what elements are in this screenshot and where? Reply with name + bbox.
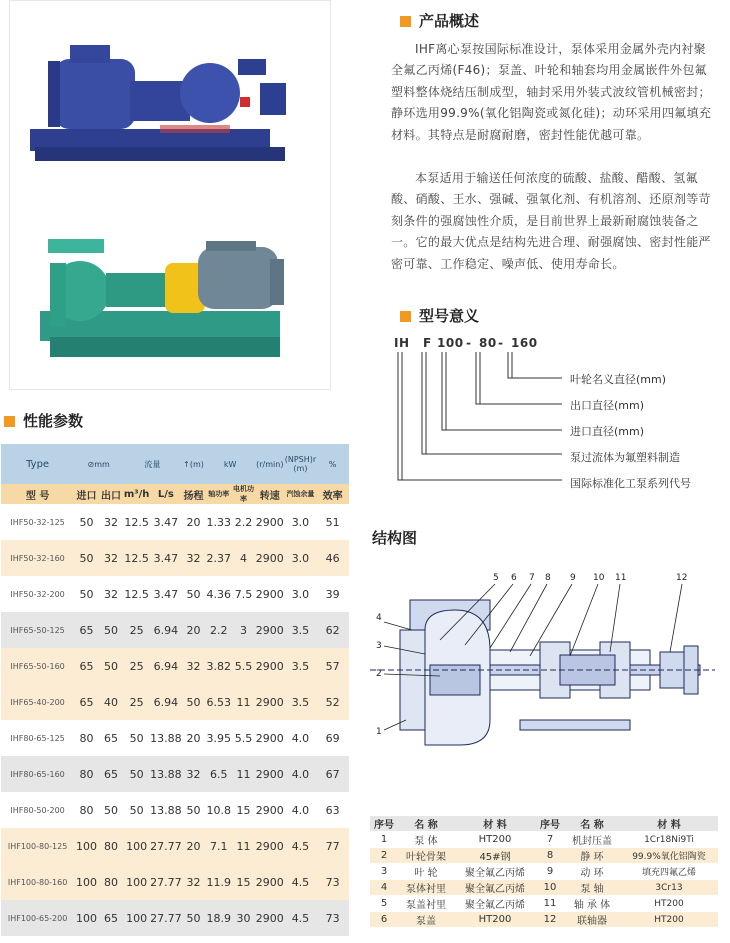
callout-1: 1 xyxy=(376,727,382,737)
parts-cell-no: 5 xyxy=(370,896,398,912)
cell-model: IHF65-50-125 xyxy=(1,612,74,648)
col-model: 型 号 xyxy=(1,484,74,504)
parts-cell-name: 叶 轮 xyxy=(398,864,454,880)
legend-outlet-diameter: 出口直径(mm) xyxy=(570,399,645,412)
cell-shaft-power: 7.1 xyxy=(205,828,232,864)
cell-flow-ls: 6.94 xyxy=(150,612,182,648)
cell-outlet: 65 xyxy=(99,756,123,792)
cell-efficiency: 77 xyxy=(316,828,349,864)
callout-7: 7 xyxy=(529,573,535,583)
parts-cell-no: 1 xyxy=(370,832,398,848)
cell-flow-m3h: 12.5 xyxy=(124,515,149,529)
flow-icon: 流量 xyxy=(123,444,181,484)
parts-col-no-2: 序号 xyxy=(536,816,564,832)
table-row xyxy=(1,504,349,540)
parts-cell-name: 泵体衬里 xyxy=(398,880,454,896)
blue-pump-image xyxy=(30,45,286,161)
parts-col-name: 名 称 xyxy=(398,816,454,832)
cell-motor-power: 11 xyxy=(232,828,255,864)
type-header: Type xyxy=(1,444,74,484)
performance-heading xyxy=(4,410,83,431)
head-icon: ↑(m) xyxy=(182,444,206,484)
cell-efficiency: 69 xyxy=(325,731,340,745)
section-marker-icon xyxy=(400,311,411,322)
cell-speed: 2900 xyxy=(255,648,285,684)
product-photo-panel xyxy=(9,0,331,390)
cell-outlet: 65 xyxy=(99,900,123,936)
col-speed: 转速 xyxy=(255,484,285,504)
col-shaft-power: 轴功率 xyxy=(205,484,232,504)
overview-paragraph-1: IHF离心泵按国际标准设计，泵体采用金属外壳内衬聚全氟乙丙烯(F46)；泵盖、叶轮和轴套均用金属嵌件外包氟塑料整体烧结压制成型，轴封采用外装式波纹管机械密封；静环选用99.9%(氧化铝陶瓷或氮化硅)；动环采用四氟填充材料。其特点是耐腐耐磨，密封性能优越可靠。 xyxy=(391,42,712,142)
cell-flow-m3h: 50 xyxy=(129,803,144,817)
cell-inlet: 80 xyxy=(79,731,94,745)
cell-shaft-power: 2.37 xyxy=(205,540,232,576)
callout-9: 9 xyxy=(570,573,576,583)
legend-inlet-diameter: 进口直径(mm) xyxy=(570,425,645,438)
callout-10: 10 xyxy=(593,573,605,583)
col-flow-m3h: m³/h xyxy=(123,484,150,504)
npsh-icon: (NPSH)r (m) xyxy=(285,444,316,484)
cell-outlet: 50 xyxy=(104,803,119,817)
cell-model: IHF50-32-125 xyxy=(10,517,65,527)
parts-cell-name-2: 联轴器 xyxy=(564,912,620,928)
model-meaning-heading xyxy=(400,305,479,326)
cell-flow-ls: 3.47 xyxy=(153,587,179,601)
parts-cell-name-2: 轴 承 体 xyxy=(564,896,620,912)
parts-row xyxy=(370,912,718,928)
parts-cell-name-2: 静 环 xyxy=(564,848,620,864)
parts-table-body xyxy=(370,832,718,928)
cell-efficiency: 52 xyxy=(316,684,349,720)
parts-cell-no: 4 xyxy=(370,880,398,896)
parts-cell-material-2: HT200 xyxy=(620,896,718,912)
cell-model: IHF50-32-160 xyxy=(1,540,74,576)
cell-head: 50 xyxy=(182,900,206,936)
callout-12: 12 xyxy=(676,573,688,583)
cell-npsh: 4.0 xyxy=(291,731,310,745)
parts-row xyxy=(370,864,718,880)
cell-motor-power: 15 xyxy=(232,864,255,900)
cell-speed: 2900 xyxy=(255,587,284,601)
cell-npsh: 3.5 xyxy=(285,648,316,684)
parts-table xyxy=(370,816,718,928)
cell-npsh: 3.5 xyxy=(285,612,316,648)
callout-2: 2 xyxy=(376,669,382,679)
cell-motor-power: 7.5 xyxy=(234,587,253,601)
model-meaning-lines xyxy=(390,350,590,490)
cell-flow-m3h: 25 xyxy=(123,648,150,684)
cell-outlet: 50 xyxy=(99,648,123,684)
cell-motor-power: 2.2 xyxy=(234,515,253,529)
cell-speed: 2900 xyxy=(255,612,285,648)
parts-cell-name-2: 机封压盖 xyxy=(564,832,620,848)
cell-inlet: 50 xyxy=(79,515,94,529)
cell-speed: 2900 xyxy=(255,515,284,529)
cell-efficiency: 39 xyxy=(325,587,340,601)
parts-cell-material: 45#钢 xyxy=(454,848,536,864)
cell-npsh: 4.0 xyxy=(285,756,316,792)
cell-flow-ls: 3.47 xyxy=(153,515,179,529)
table-row xyxy=(1,720,349,756)
model-code-ih: IH xyxy=(394,336,410,350)
cell-speed: 2900 xyxy=(255,756,285,792)
cell-speed: 2900 xyxy=(255,540,285,576)
parts-cell-material: HT200 xyxy=(454,832,536,848)
cell-speed: 2900 xyxy=(255,900,285,936)
cell-efficiency: 62 xyxy=(316,612,349,648)
parts-cell-material: 聚全氟乙丙烯 xyxy=(454,864,536,880)
table-row xyxy=(1,900,349,936)
pump-photos xyxy=(10,1,332,391)
callout-8: 8 xyxy=(545,573,551,583)
motor-icon: kW xyxy=(205,444,254,484)
col-head: 扬程 xyxy=(182,484,206,504)
parts-cell-material: 聚全氟乙丙烯 xyxy=(454,896,536,912)
table-row xyxy=(1,540,349,576)
col-flow-ls: L/s xyxy=(150,484,182,504)
parts-row xyxy=(370,880,718,896)
cell-motor-power: 3 xyxy=(232,612,255,648)
cell-model: IHF100-65-200 xyxy=(1,900,74,936)
cell-flow-ls: 27.77 xyxy=(150,828,182,864)
legend-fluoroplastic: 泵过流体为氟塑料制造 xyxy=(570,451,680,464)
cell-efficiency: 57 xyxy=(316,648,349,684)
parts-cell-no: 3 xyxy=(370,864,398,880)
cell-inlet: 100 xyxy=(74,828,99,864)
cell-head: 20 xyxy=(186,515,201,529)
table-header-row xyxy=(1,484,349,504)
cell-flow-ls: 6.94 xyxy=(150,684,182,720)
cell-flow-ls: 13.88 xyxy=(150,803,182,817)
speed-icon: (r/min) xyxy=(255,444,285,484)
cell-shaft-power: 1.33 xyxy=(206,515,232,529)
cell-head: 50 xyxy=(186,803,201,817)
model-code-dash-1: - xyxy=(466,336,472,350)
cell-inlet: 100 xyxy=(74,900,99,936)
cell-npsh: 4.5 xyxy=(285,900,316,936)
parts-cell-material-2: 99.9%氧化铝陶瓷 xyxy=(620,848,718,864)
model-code-outlet: 80 xyxy=(479,336,497,350)
cell-model: IHF100-80-160 xyxy=(1,864,74,900)
parts-cell-material-2: 填充四氟乙烯 xyxy=(620,864,718,880)
cell-model: IHF50-32-200 xyxy=(10,589,65,599)
cell-head: 32 xyxy=(182,756,206,792)
cell-flow-ls: 13.88 xyxy=(150,756,182,792)
overview-title: 产品概述 xyxy=(419,12,480,30)
cell-flow-m3h: 100 xyxy=(123,828,150,864)
cell-flow-m3h: 25 xyxy=(123,684,150,720)
cell-model: IHF80-50-200 xyxy=(10,805,65,815)
cell-npsh: 3.0 xyxy=(285,540,316,576)
parts-cell-name: 泵盖衬里 xyxy=(398,896,454,912)
cell-outlet: 80 xyxy=(99,828,123,864)
cell-flow-ls: 13.88 xyxy=(150,731,182,745)
cell-model: IHF65-40-200 xyxy=(1,684,74,720)
section-marker-icon xyxy=(400,16,411,27)
cell-outlet: 40 xyxy=(99,684,123,720)
cell-shaft-power: 3.82 xyxy=(205,648,232,684)
table-row xyxy=(1,864,349,900)
col-inlet: 进口 xyxy=(74,484,99,504)
cell-inlet: 65 xyxy=(74,684,99,720)
parts-cell-no-2: 12 xyxy=(536,912,564,928)
cell-npsh: 3.0 xyxy=(291,587,310,601)
table-row xyxy=(1,648,349,684)
legend-impeller-diameter: 叶轮名义直径(mm) xyxy=(570,373,667,386)
callout-5: 5 xyxy=(493,573,499,583)
table-row xyxy=(1,828,349,864)
cell-shaft-power: 10.8 xyxy=(206,803,232,817)
parts-cell-material-2: 1Cr18Ni9Ti xyxy=(620,832,718,848)
efficiency-icon: % xyxy=(316,444,349,484)
parts-cell-name: 叶轮骨架 xyxy=(398,848,454,864)
cell-motor-power: 15 xyxy=(236,803,251,817)
performance-table-body xyxy=(1,504,349,936)
cell-shaft-power: 6.5 xyxy=(205,756,232,792)
cell-shaft-power: 4.36 xyxy=(206,587,232,601)
parts-cell-no-2: 7 xyxy=(536,832,564,848)
cell-npsh: 3.0 xyxy=(291,515,310,529)
callout-6: 6 xyxy=(511,573,517,583)
cell-outlet: 32 xyxy=(99,540,123,576)
cell-head: 32 xyxy=(182,540,206,576)
cell-flow-ls: 6.94 xyxy=(150,648,182,684)
parts-cell-name-2: 动 环 xyxy=(564,864,620,880)
cell-flow-m3h: 100 xyxy=(123,900,150,936)
cell-motor-power: 30 xyxy=(232,900,255,936)
cell-inlet: 50 xyxy=(74,540,99,576)
cell-motor-power: 11 xyxy=(232,756,255,792)
cell-flow-ls: 27.77 xyxy=(150,864,182,900)
cell-flow-m3h: 12.5 xyxy=(124,587,149,601)
pump-cross-section xyxy=(370,600,715,745)
cell-speed: 2900 xyxy=(255,864,285,900)
parts-header-row xyxy=(370,816,718,832)
model-code-inlet: 100 xyxy=(437,336,464,350)
cell-motor-power: 11 xyxy=(232,684,255,720)
cell-motor-power: 5.5 xyxy=(234,731,253,745)
cell-inlet: 50 xyxy=(79,587,94,601)
table-row xyxy=(1,612,349,648)
overview-heading xyxy=(400,10,479,31)
parts-cell-name: 泵盖 xyxy=(398,912,454,928)
parts-cell-no-2: 11 xyxy=(536,896,564,912)
model-code-impeller: 160 xyxy=(511,336,538,350)
model-meaning-title: 型号意义 xyxy=(419,307,480,325)
parts-cell-name: 泵 体 xyxy=(398,832,454,848)
green-pump-image xyxy=(40,239,284,357)
table-row xyxy=(1,792,349,828)
parts-col-material-2: 材 料 xyxy=(620,816,718,832)
col-motor-power: 电机功率 xyxy=(233,485,255,503)
table-row xyxy=(1,684,349,720)
col-npsh: 汽蚀余量 xyxy=(285,484,316,504)
parts-cell-no-2: 10 xyxy=(536,880,564,896)
parts-cell-no-2: 9 xyxy=(536,864,564,880)
overview-paragraph-2: 本泵适用于输送任何浓度的硫酸、盐酸、醋酸、氢氟酸、硝酸、王水、强碱、强氧化剂、有机溶剂、还原剂等苛刻条件的强腐蚀性介质，是目前世界上最新耐腐蚀装备之一。它的最大优点是结构先进合理、耐强腐蚀、密封性能严密可靠、工作稳定、噪声低、使用寿命长。 xyxy=(391,171,711,271)
model-code-f: F xyxy=(423,336,432,350)
parts-cell-no-2: 8 xyxy=(536,848,564,864)
cell-flow-m3h: 100 xyxy=(123,864,150,900)
cell-flow-m3h: 12.5 xyxy=(123,540,150,576)
cell-speed: 2900 xyxy=(255,828,285,864)
cell-head: 50 xyxy=(182,684,206,720)
parts-col-name-2: 名 称 xyxy=(564,816,620,832)
cell-speed: 2900 xyxy=(255,803,284,817)
cell-flow-m3h: 50 xyxy=(123,756,150,792)
cell-outlet: 32 xyxy=(104,515,119,529)
parts-cell-no: 2 xyxy=(370,848,398,864)
cell-head: 20 xyxy=(182,828,206,864)
cell-shaft-power: 11.9 xyxy=(205,864,232,900)
cell-inlet: 80 xyxy=(79,803,94,817)
cell-npsh: 4.5 xyxy=(285,828,316,864)
cell-model: IHF100-80-125 xyxy=(1,828,74,864)
parts-cell-no: 6 xyxy=(370,912,398,928)
cell-speed: 2900 xyxy=(255,731,284,745)
callout-4: 4 xyxy=(376,613,382,623)
cell-head: 32 xyxy=(182,864,206,900)
cell-inlet: 80 xyxy=(74,756,99,792)
cell-efficiency: 67 xyxy=(316,756,349,792)
cell-head: 20 xyxy=(186,731,201,745)
cell-motor-power: 4 xyxy=(232,540,255,576)
parts-col-material: 材 料 xyxy=(454,816,536,832)
cell-outlet: 50 xyxy=(99,612,123,648)
col-outlet: 出口 xyxy=(99,484,123,504)
cell-efficiency: 46 xyxy=(316,540,349,576)
cell-efficiency: 73 xyxy=(316,864,349,900)
cell-inlet: 65 xyxy=(74,648,99,684)
parts-cell-material-2: 3Cr13 xyxy=(620,880,718,896)
cell-outlet: 80 xyxy=(99,864,123,900)
cell-npsh: 3.5 xyxy=(285,684,316,720)
cell-outlet: 65 xyxy=(104,731,119,745)
cell-flow-m3h: 50 xyxy=(129,731,144,745)
cell-shaft-power: 2.2 xyxy=(205,612,232,648)
cell-model: IHF65-50-160 xyxy=(1,648,74,684)
cell-head: 50 xyxy=(186,587,201,601)
cell-model: IHF80-65-160 xyxy=(1,756,74,792)
diameter-icon: ⊘mm xyxy=(74,444,123,484)
cell-shaft-power: 6.53 xyxy=(205,684,232,720)
structure-diagram xyxy=(370,570,720,770)
cell-shaft-power: 18.9 xyxy=(205,900,232,936)
parts-cell-material: 聚全氟乙丙烯 xyxy=(454,880,536,896)
callout-11: 11 xyxy=(615,573,627,583)
performance-table xyxy=(1,444,349,936)
cell-shaft-power: 3.95 xyxy=(206,731,232,745)
cell-npsh: 4.0 xyxy=(291,803,310,817)
cell-flow-ls: 27.77 xyxy=(150,900,182,936)
parts-row xyxy=(370,896,718,912)
cell-flow-m3h: 25 xyxy=(123,612,150,648)
cell-outlet: 32 xyxy=(104,587,119,601)
cell-efficiency: 51 xyxy=(325,515,340,529)
col-efficiency: 效率 xyxy=(316,484,349,504)
performance-title: 性能参数 xyxy=(23,412,84,430)
cell-inlet: 65 xyxy=(74,612,99,648)
cell-motor-power: 5.5 xyxy=(232,648,255,684)
parts-row xyxy=(370,848,718,864)
structure-title: 结构图 xyxy=(372,529,418,547)
parts-cell-material-2: HT200 xyxy=(620,912,718,928)
table-row xyxy=(1,756,349,792)
table-row xyxy=(1,576,349,612)
cell-inlet: 100 xyxy=(74,864,99,900)
table-icon-header-row xyxy=(1,444,349,484)
cell-model: IHF80-65-125 xyxy=(10,733,65,743)
cell-head: 32 xyxy=(182,648,206,684)
cell-head: 20 xyxy=(182,612,206,648)
cell-npsh: 4.5 xyxy=(285,864,316,900)
legend-series-code: 国际标准化工泵系列代号 xyxy=(570,477,691,490)
parts-col-no: 序号 xyxy=(370,816,398,832)
callout-3: 3 xyxy=(376,641,382,651)
cell-efficiency: 73 xyxy=(316,900,349,936)
parts-row xyxy=(370,832,718,848)
cell-flow-ls: 3.47 xyxy=(150,540,182,576)
parts-cell-material: HT200 xyxy=(454,912,536,928)
cell-efficiency: 63 xyxy=(325,803,340,817)
model-code-dash-2: - xyxy=(498,336,504,350)
parts-cell-name-2: 泵 轴 xyxy=(564,880,620,896)
section-marker-icon xyxy=(4,416,15,427)
cell-speed: 2900 xyxy=(255,684,285,720)
